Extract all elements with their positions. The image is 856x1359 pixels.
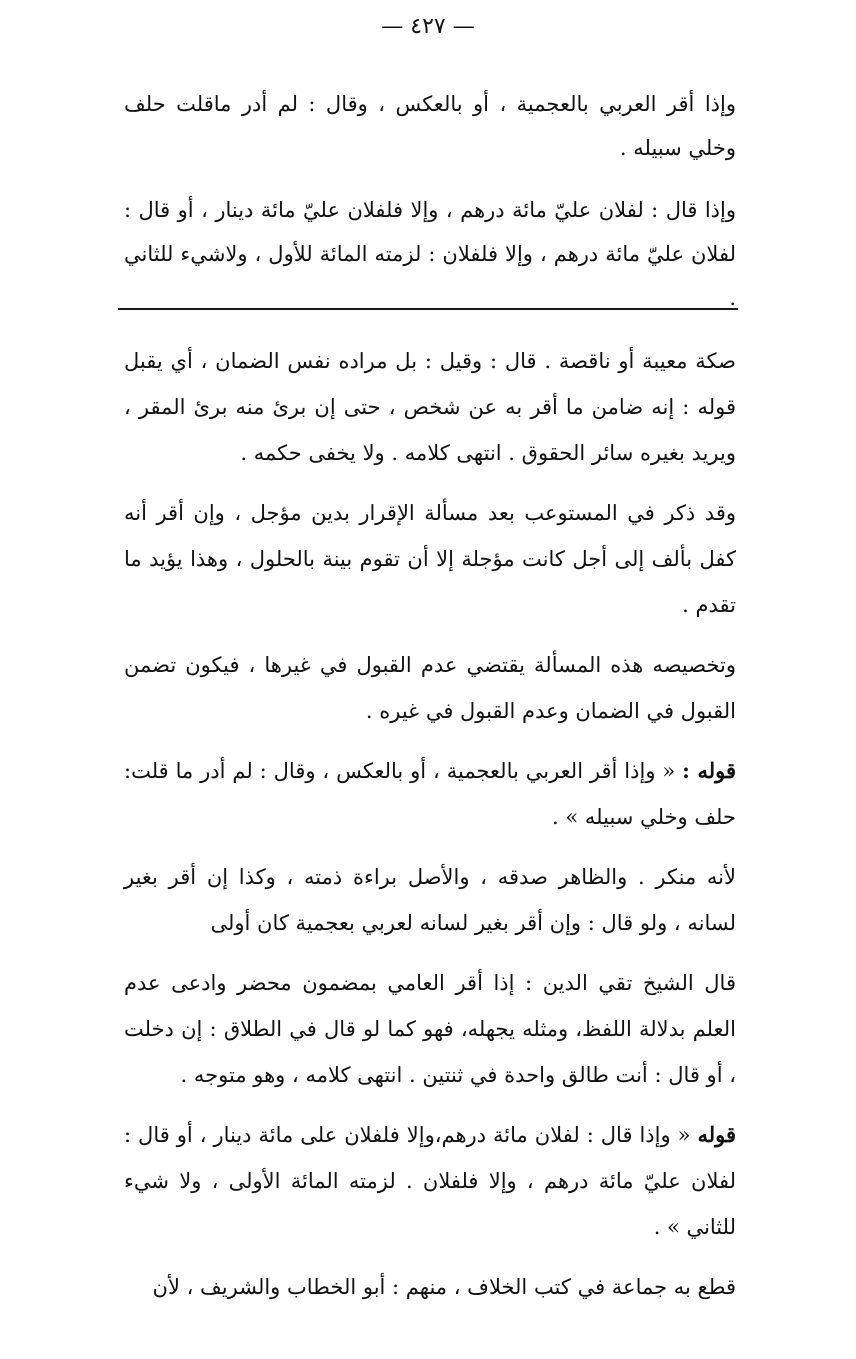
- commentary-body: وقد ذكر في المستوعب بعد مسألة الإقرار بدين مؤجل ، وإن أقر أنه كفل بألف إلى أجل كانت مؤجلة إلا أن تقوم بينة بالحلول ، وهذا يؤيد ما تقدم .: [124, 501, 736, 617]
- qawluh-label: قوله :: [682, 758, 737, 783]
- commentary-body: لأنه منكر . والظاهر صدقه ، والأصل براءة ذمته ، وكذا إن أقر بغير لسانه ، ولو قال : وإن أقر بغير لسانه لعربي بعجمية كان أولى: [124, 865, 736, 935]
- page-number: — ٤٢٧ —: [381, 14, 475, 39]
- commentary-paragraph: [124, 338, 736, 476]
- commentary-body: وتخصيصه هذه المسألة يقتضي عدم القبول في غيرها ، فيكون تضمن القبول في الضمان وعدم القبول في غيره .: [124, 653, 736, 723]
- commentary-text: [124, 338, 736, 1310]
- commentary-paragraph: [124, 960, 736, 1098]
- commentary-paragraph: [124, 748, 736, 840]
- commentary-body: قال الشيخ تقي الدين : إذا أقر العامي بمضمون محضر وادعى عدم العلم بدلالة اللفظ، ومثله يجهله، فهو كما لو قال في الطلاق : إن دخلت ، أو قال : أنت طالق واحدة في ثنتين . انتهى كلامه ، وهو متوجه .: [124, 971, 736, 1087]
- commentary-paragraph: [124, 642, 736, 734]
- commentary-paragraph: [124, 1112, 736, 1250]
- main-text: [124, 82, 736, 320]
- commentary-paragraph: [124, 490, 736, 628]
- main-text-paragraph: وإذا قال : لفلان عليّ مائة درهم ، وإلا فلفلان عليّ مائة دينار ، أو قال : لفلان عليّ مائة درهم ، وإلا فلفلان : لزمته المائة للأول ، ولاشيء للثاني .: [124, 198, 736, 310]
- commentary-paragraph: [124, 854, 736, 946]
- commentary-paragraph: [124, 1264, 736, 1310]
- footnote-divider: [118, 308, 738, 310]
- commentary-body: « وإذا أقر العربي بالعجمية ، أو بالعكس ، وقال : لم أدر ما قلت: حلف وخلي سبيله » .: [124, 759, 736, 829]
- main-text-paragraph: وإذا أقر العربي بالعجمية ، أو بالعكس ، وقال : لم أدر ماقلت حلف وخلي سبيله .: [124, 92, 736, 160]
- commentary-body: قطع به جماعة في كتب الخلاف ، منهم : أبو الخطاب والشريف ، لأن: [152, 1275, 736, 1299]
- qawluh-label: قوله: [697, 1122, 736, 1147]
- commentary-body: صكة معيبة أو ناقصة . قال : وقيل : بل مراده نفس الضمان ، أي يقبل قوله : إنه ضامن ما أقر به عن شخص ، حتى إن برئ منه برئ المقر ، ويريد بغيره سائر الحقوق . انتهى كلامه . ولا يخفى حكمه .: [124, 349, 736, 465]
- commentary-body: « وإذا قال : لفلان مائة درهم،وإلا فلفلان على مائة دينار ، أو قال : لفلان عليّ مائة درهم ، وإلا فلفلان . لزمته المائة الأولى ، ولا شيء للثاني » .: [124, 1123, 736, 1239]
